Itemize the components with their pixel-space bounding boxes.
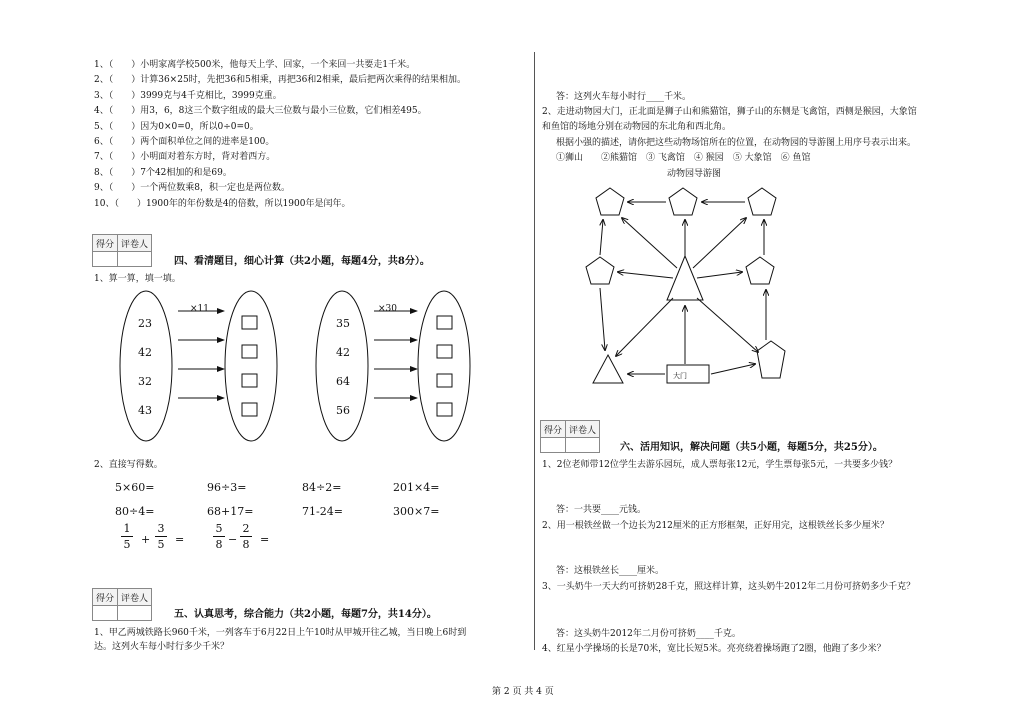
calc-item: 201×4= [393,481,440,494]
fraction: 5 8 [213,522,225,551]
pentagon-northeast[interactable] [748,188,776,215]
section-5-q2-cont: 和鱼馆的场地分别在动物园的东北角和西北角。 [542,122,732,132]
input-oval [316,291,368,441]
input-number: 43 [138,404,152,417]
grader-label: 评卷人 [566,421,600,438]
pentagon-east[interactable] [746,257,774,284]
section-5-a1: 答：这列火车每小时行____千米。 [556,92,692,102]
section-6-a1: 答：一共要____元钱。 [556,505,647,515]
grader-label: 评卷人 [118,589,152,606]
tf-item: 1、（ ）小明家离学校500米，他每天上学、回家，一个来回一共要走1千米。 [94,60,416,70]
pentagon-north[interactable] [669,188,697,215]
tf-item: 2、（ ）计算36×25时，先把36和5相乘，再把36和2相乘，最后把两次乘得的结果相加。 [94,75,467,85]
section-4-q2: 2、直接写得数。 [94,460,163,470]
pentagon-northwest[interactable] [596,188,624,215]
input-oval [120,291,172,441]
tf-item: 3、（ ）3999克与4千克相比，3999克重。 [94,91,282,101]
fraction: 2 8 [240,522,252,551]
operator-label: ×30 [378,304,397,314]
calc-item: 71-24= [302,505,343,518]
input-number: 42 [138,346,152,359]
triangle-southwest[interactable] [593,355,623,383]
tf-item: 5、（ ）因为0×0=0，所以0÷0=0。 [94,122,259,132]
section-6-a3: 答：这头奶牛2012年二月份可挤奶____千克。 [556,629,741,639]
input-number: 23 [138,317,152,330]
tf-item: 4、（ ）用3，6，8这三个数字组成的最大三位数与最小三位数，它们相差495。 [94,106,427,116]
output-oval [225,291,277,441]
page-footer: 第 2 页 共 4 页 [492,687,554,697]
section-4-q1: 1、算一算，填一填。 [94,274,181,284]
input-number: 64 [336,375,350,388]
section-5-q1-cont: 达。这列火车每小时行多少千米？ [94,642,230,652]
section-6-q1: 1、2位老师带12位学生去游乐园玩，成人票每张12元，学生票每张5元，一共要多少钱？ [542,460,898,470]
calc-item: 84÷2= [302,481,342,494]
answer-box[interactable] [242,403,257,416]
section-5-q2-instruction: 根据小强的描述，请你把这些动物场馆所在的位置，在动物园的导游图上用序号表示出来。 [556,138,917,148]
tf-item: 9、（ ）一个两位数乘8，积一定也是两位数。 [94,183,290,193]
score-label: 得分 [93,235,118,252]
equals: = [175,533,185,546]
score-box [92,588,152,621]
gate-label: 大门 [673,372,687,380]
input-number: 32 [138,375,152,388]
answer-box[interactable] [437,403,452,416]
zoo-map [580,180,795,390]
section-5-q1: 1、甲乙两城铁路长960千米，一列客车于6月22日上午10时从甲城开往乙城，当日晚上6时到 [94,628,467,638]
calc-item: 80÷4= [115,505,155,518]
section-6-q3: 3、一头奶牛一天大约可挤奶28千克，照这样计算，这头奶牛2012年二月份可挤奶多少千克？ [542,582,916,592]
section-5-title: 五、认真思考，综合能力（共2小题，每题7分，共14分）。 [174,609,437,620]
section-6-title: 六、活用知识，解决问题（共5小题，每题5分，共25分）。 [620,442,883,453]
score-label: 得分 [93,589,118,606]
section-6-a2: 答：这根铁丝长____厘米。 [556,566,665,576]
section-6-q4: 4、红星小学操场的长是70米，宽比长短5米。亮亮绕着操场跑了2圈，他跑了多少米？ [542,644,886,654]
input-number: 35 [336,317,350,330]
operator: + [141,533,151,546]
answer-box[interactable] [242,345,257,358]
tf-item: 8、（ ）7个42相加的和是69。 [94,168,232,178]
equals: = [260,533,270,546]
input-number: 42 [336,346,350,359]
output-oval [418,291,470,441]
fraction: 3 5 [155,522,167,551]
score-box [92,234,152,267]
tf-item: 7、（ ）小明面对着东方时，背对着西方。 [94,152,276,162]
answer-box[interactable] [437,345,452,358]
section-5-q2: 2、走进动物园大门，正北面是狮子山和熊猫馆，狮子山的东侧是飞禽馆，西侧是猴园，大象馆 [542,107,917,117]
calc-item: 96÷3= [207,481,247,494]
venue-options: ①狮山 ②熊猫馆 ③ 飞禽馆 ④ 猴园 ⑤ 大象馆 ⑥ 鱼馆 [556,153,811,163]
calc-item: 5×60= [115,481,155,494]
answer-box[interactable] [242,374,257,387]
fraction: 1 5 [121,522,133,551]
section-4-title: 四、看清题目，细心计算（共2小题，每题4分，共8分）。 [174,256,430,267]
operator-label: ×11 [190,304,209,314]
mapping-diagrams [112,288,492,458]
score-label: 得分 [541,421,566,438]
answer-box[interactable] [437,374,452,387]
column-divider [534,52,535,650]
input-number: 56 [336,404,350,417]
calc-item: 300×7= [393,505,440,518]
section-6-q2: 2、用一根铁丝做一个边长为212厘米的正方形框架，正好用完，这根铁丝长多少厘米？ [542,521,889,531]
tf-item: 10、（ ）1900年的年份数是4的倍数，所以1900年是闰年。 [94,199,351,209]
map-title: 动物园导游图 [667,169,722,179]
pentagon-southeast[interactable] [757,341,785,378]
tf-item: 6、（ ）两个面积单位之间的进率是100。 [94,137,275,147]
pentagon-west[interactable] [586,257,614,284]
operator: − [228,533,238,546]
score-box [540,420,600,453]
answer-box[interactable] [242,316,257,329]
answer-box[interactable] [437,316,452,329]
grader-label: 评卷人 [118,235,152,252]
calc-item: 68+17= [207,505,254,518]
